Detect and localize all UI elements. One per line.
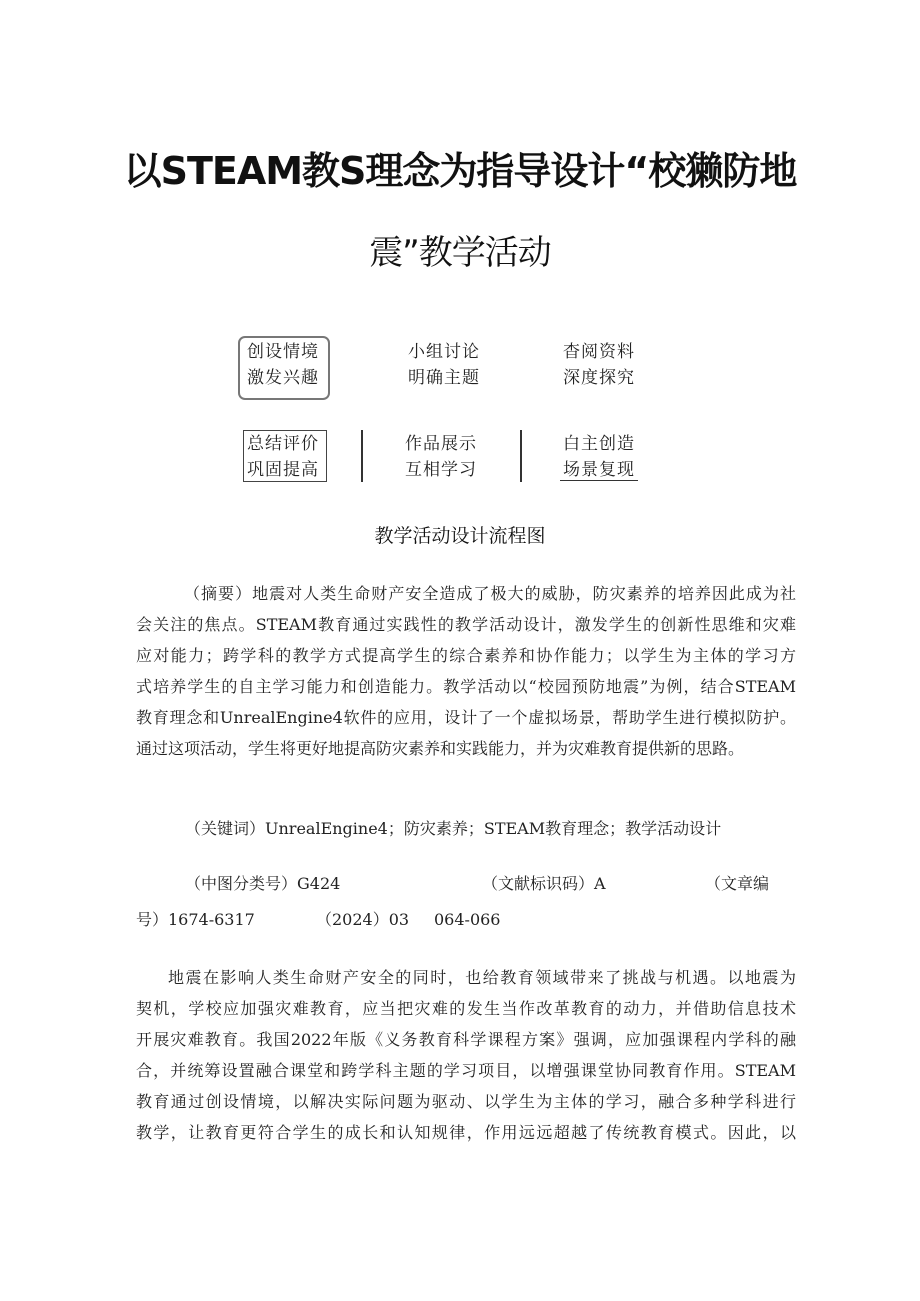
article-year-issue: （2024）03 <box>316 910 410 929</box>
abstract-line: 通过这项活动，学生将更好地提高防灾素养和实践能力，并为灾难教育提供新的思路。 <box>136 739 745 758</box>
abstract-line: （摘要）地震对人类生命财产安全造成了极大的威胁，防灾素养的培养因此成为社 <box>184 584 796 603</box>
classification-line-1 <box>185 868 785 899</box>
flow-step-creation <box>563 431 635 483</box>
abstract-line: 应对能力；跨学科的教学方式提高学生的综合素养和协作能力；以学生为主体的学习方 <box>136 646 796 665</box>
flow-step-text: 互相学习 <box>405 460 477 480</box>
flow-divider <box>520 430 522 482</box>
abstract-line: 教育理念和UnrealEngine4软件的应用，设计了一个虚拟场景，帮助学生进行模拟防护。 <box>136 708 796 727</box>
flow-step-text: 白主创造 <box>563 434 635 454</box>
classification-line-2 <box>136 904 796 935</box>
article-number-label: （文章编 <box>705 874 770 893</box>
flow-step-text: 激发兴趣 <box>247 368 319 388</box>
article-title-line-1: 以STEAM教S理念为指导设计“校獭防地 <box>123 149 797 193</box>
body-line: 契机，学校应加强灾难教育，应当把灾难的发生当作改革教育的动力，并借助信息技术 <box>136 999 796 1018</box>
flow-step-text: 杳阅资料 <box>563 342 635 362</box>
keywords-line: （关键词）UnrealEngine4；防灾素养；STEAM教育理念；教学活动设计 <box>185 819 722 838</box>
article-number: 号）1674-6317 <box>136 910 255 929</box>
abstract-line: 会关注的焦点。STEAM教育通过实践性的教学活动设计，激发学生的创新性思维和灾难 <box>136 615 796 634</box>
body-line: 开展灾难教育。我国2022年版《义务教育科学课程方案》强调，应加强课程内学科的融 <box>136 1030 796 1049</box>
flow-step-text: 总结评价 <box>247 434 319 454</box>
flow-step-text: 巩固提高 <box>247 460 319 480</box>
flow-divider <box>361 430 363 482</box>
article-title-line-2: 震”教学活动 <box>369 233 551 273</box>
body-paragraph <box>136 962 796 1148</box>
flow-step-group-discussion <box>408 339 480 391</box>
flowchart-caption: 教学活动设计流程图 <box>374 525 546 547</box>
document-code: （文献标识码）A <box>482 874 606 893</box>
flow-step-create-situation <box>247 339 319 391</box>
flow-step-text: 明确主题 <box>408 368 480 388</box>
flow-step-text: 创设情境 <box>247 342 319 362</box>
body-line: 合，并统筹设置融合课堂和跨学科主题的学习项目，以增强课堂协同教育作用。STEAM <box>136 1061 796 1080</box>
body-line: 地震在影响人类生命财产安全的同时，也给教育领域带来了挑战与机遇。以地震为 <box>168 968 796 987</box>
flow-step-showcase <box>405 431 477 483</box>
flow-step-text: 小组讨论 <box>408 342 480 362</box>
abstract-line: 式培养学生的自主学习能力和创造能力。教学活动以“校园预防地震”为例，结合STEAM <box>136 677 796 696</box>
flow-step-summary <box>247 431 319 483</box>
flow-step-text: 作品展示 <box>405 434 477 454</box>
clc-number: （中图分类号）G424 <box>185 874 341 893</box>
flow-step-text: 场景复现 <box>563 460 635 480</box>
abstract-paragraph <box>136 578 796 764</box>
body-line: 教育通过创设情境，以解决实际问题为驱动、以学生为主体的学习，融合多种学科进行 <box>136 1092 796 1111</box>
flow-step-research <box>563 339 635 391</box>
body-line: 教学，让教育更符合学生的成长和认知规律，作用远远超越了传统教育模式。因此，以 <box>136 1123 796 1142</box>
flow-step-text: 深度探究 <box>563 368 635 388</box>
article-pages: 064-066 <box>434 910 501 929</box>
